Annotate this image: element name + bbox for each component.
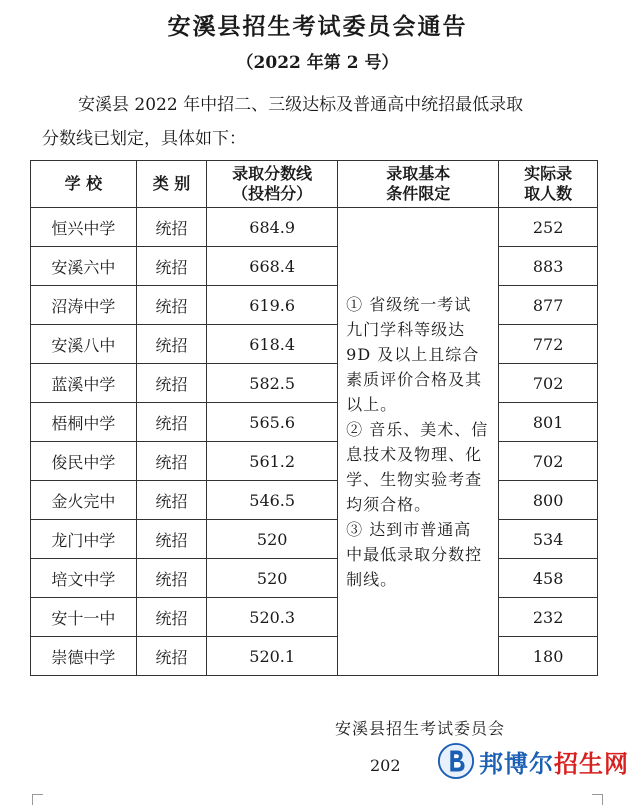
cell-school: 俊民中学: [31, 442, 137, 481]
cell-school: 恒兴中学: [31, 208, 137, 247]
header-condition: [338, 161, 499, 208]
page-corner-mark-right: [592, 794, 603, 805]
table-row: [31, 364, 598, 403]
page-corner-mark-left: [32, 794, 43, 805]
table-row: [31, 559, 598, 598]
cell-school: 崇德中学: [31, 637, 137, 676]
issue-date: 202: [370, 756, 401, 775]
condition-line: 制线。: [346, 569, 398, 589]
cell-count: 877: [499, 286, 598, 325]
cell-school: 梧桐中学: [31, 403, 137, 442]
cell-type: 统招: [136, 520, 206, 559]
table-row: [31, 403, 598, 442]
cell-type: 统招: [136, 403, 206, 442]
cell-count: 702: [499, 442, 598, 481]
watermark-text: [479, 744, 629, 779]
cell-type: 统招: [136, 637, 206, 676]
cell-score: 520.1: [207, 637, 338, 676]
cell-type: 统招: [136, 598, 206, 637]
table-row: [31, 520, 598, 559]
cell-admission-conditions: [338, 208, 499, 676]
document-number: （2022 年第 2 号）: [236, 53, 399, 73]
condition-line: ① 省级统一考试: [346, 294, 472, 314]
condition-line: 息技术及物理、化: [346, 444, 483, 464]
table-row: [31, 442, 598, 481]
header-school: 学 校: [31, 161, 137, 208]
cell-school: 蓝溪中学: [31, 364, 137, 403]
cell-school: 安溪八中: [31, 325, 137, 364]
cell-type: 统招: [136, 442, 206, 481]
header-type: 类 别: [136, 161, 206, 208]
cell-score: 619.6: [207, 286, 338, 325]
cell-school: 安溪六中: [31, 247, 137, 286]
table-body: [31, 208, 598, 676]
cell-type: 统招: [136, 325, 206, 364]
admission-score-table: [30, 160, 598, 676]
cell-school: 安十一中: [31, 598, 137, 637]
cell-count: 801: [499, 403, 598, 442]
cell-type: 统招: [136, 208, 206, 247]
table-row: [31, 286, 598, 325]
issuer-signature: 安溪县招生考试委员会: [335, 719, 506, 738]
header-condition-line2: 条件限定: [386, 184, 451, 203]
watermark-part1: 邦博尔: [479, 749, 554, 778]
cell-count: 702: [499, 364, 598, 403]
condition-line: 九门学科等级达: [346, 319, 466, 339]
cell-type: 统招: [136, 286, 206, 325]
cell-type: 统招: [136, 559, 206, 598]
header-score-line1: 录取分数线: [232, 164, 313, 183]
intro-paragraph: [42, 88, 602, 156]
cell-school: 培文中学: [31, 559, 137, 598]
header-condition-line1: 录取基本: [386, 164, 451, 183]
cell-score: 668.4: [207, 247, 338, 286]
cell-count: 458: [499, 559, 598, 598]
b-letter-logo-icon: [437, 742, 475, 780]
header-count-line2: 取人数: [524, 184, 573, 203]
condition-line: 以上。: [346, 394, 398, 414]
table-row: [31, 208, 598, 247]
condition-line: 学、生物实验考查: [346, 469, 483, 489]
cell-type: 统招: [136, 364, 206, 403]
cell-score: 561.2: [207, 442, 338, 481]
condition-line: 均须合格。: [346, 494, 432, 514]
table-row: [31, 481, 598, 520]
cell-score: 684.9: [207, 208, 338, 247]
header-count-line1: 实际录: [524, 164, 573, 183]
cell-count: 252: [499, 208, 598, 247]
cell-school: 金火完中: [31, 481, 137, 520]
condition-line: 9D 及以上且综合: [346, 344, 480, 364]
watermark-part2: 招生网: [554, 749, 629, 778]
cell-count: 883: [499, 247, 598, 286]
table-row: [31, 598, 598, 637]
cell-count: 534: [499, 520, 598, 559]
cell-score: 520.3: [207, 598, 338, 637]
cell-count: 772: [499, 325, 598, 364]
cell-count: 800: [499, 481, 598, 520]
condition-line: ② 音乐、美术、信: [346, 419, 489, 439]
cell-score: 582.5: [207, 364, 338, 403]
cell-count: 180: [499, 637, 598, 676]
intro-line-1: 安溪县 2022 年中招二、三级达标及普通高中统招最低录取: [78, 95, 524, 115]
cell-score: 546.5: [207, 481, 338, 520]
header-count: [499, 161, 598, 208]
condition-line: 素质评价合格及其: [346, 369, 483, 389]
table-row: [31, 247, 598, 286]
table-row: [31, 325, 598, 364]
header-score-line2: （投档分）: [232, 184, 313, 203]
condition-line: ③ 达到市普通高: [346, 519, 472, 539]
site-watermark: [437, 742, 629, 780]
table-header-row: [31, 161, 598, 208]
cell-score: 618.4: [207, 325, 338, 364]
cell-type: 统招: [136, 247, 206, 286]
cell-score: 520: [207, 559, 338, 598]
cell-score: 520: [207, 520, 338, 559]
intro-line-2: 分数线已划定，具体如下：: [42, 129, 246, 149]
cell-count: 232: [499, 598, 598, 637]
header-score: [207, 161, 338, 208]
cell-school: 沼涛中学: [31, 286, 137, 325]
condition-line: 中最低录取分数控: [346, 544, 483, 564]
cell-score: 565.6: [207, 403, 338, 442]
document-title: 安溪县招生考试委员会通告: [167, 13, 468, 40]
cell-school: 龙门中学: [31, 520, 137, 559]
table-row: [31, 637, 598, 676]
cell-type: 统招: [136, 481, 206, 520]
